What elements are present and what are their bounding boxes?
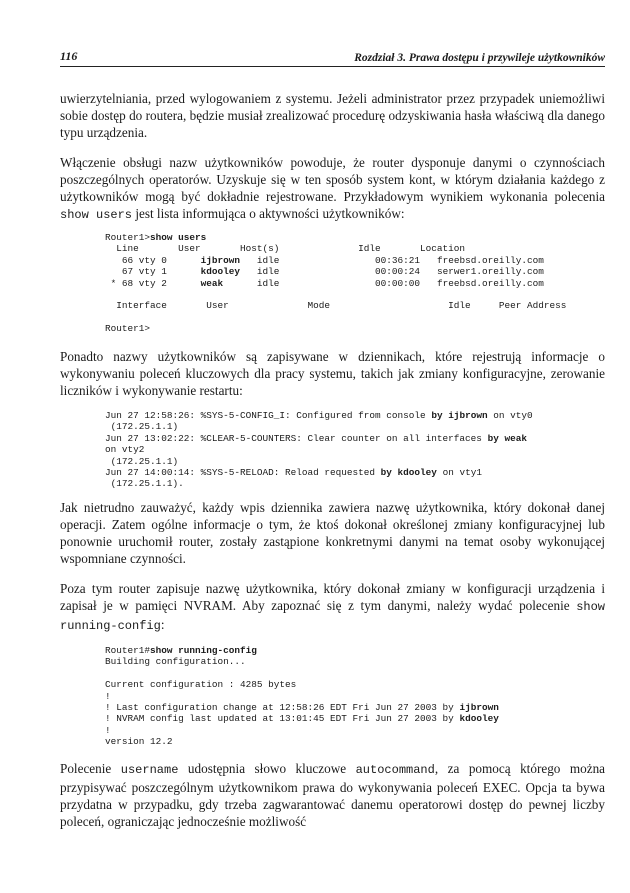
inline-command-username: username bbox=[120, 763, 179, 777]
page-header bbox=[60, 42, 605, 67]
code1-end-prompt: Router1> bbox=[105, 323, 151, 335]
paragraph-5 bbox=[60, 580, 605, 635]
code-log-pre bbox=[105, 410, 605, 490]
inline-command-show-users: show users bbox=[60, 208, 133, 222]
paragraph-5-text bbox=[60, 580, 605, 635]
log-user: by kdooley bbox=[380, 467, 437, 479]
inline-command-autocommand: autocommand bbox=[355, 763, 435, 777]
code1-row-user: ijbrown bbox=[200, 254, 241, 266]
config-line: ! bbox=[105, 690, 111, 702]
code1-row-post: idle 00:00:24 serwer1.oreilly.com bbox=[240, 266, 544, 278]
config-line: ! NVRAM config last updated at 13:01:45 EDT Fri Jun 27 2003 by bbox=[105, 713, 460, 725]
book-page bbox=[60, 42, 606, 829]
paragraph-2 bbox=[60, 154, 605, 224]
paragraph-2-text bbox=[60, 154, 605, 224]
paragraph-3-text: Ponadto nazwy użytkowników są zapisywane w dziennikach, które rejestrują informacje o wykonywaniu poleceń kluczowych dla pracy systemu, takich jak zmiany konfiguracyjne, zerowanie liczników i wykonywanie restartu: bbox=[60, 349, 605, 398]
log-line: Jun 27 13:02:22: %CLEAR-5-COUNTERS: Clear counter on all interfaces bbox=[105, 432, 488, 444]
paragraph-5-tail: : bbox=[160, 617, 165, 632]
paragraph-6-part: Polecenie bbox=[60, 761, 112, 776]
config-user: ijbrown bbox=[459, 702, 499, 714]
config-line: Current configuration : 4285 bytes bbox=[105, 679, 297, 691]
paragraph-4 bbox=[60, 499, 605, 567]
log-line-tail: on vty1 bbox=[436, 467, 482, 479]
code1-row-post: idle 00:36:21 freebsd.oreilly.com bbox=[240, 254, 544, 266]
page-number: 116 bbox=[60, 49, 78, 63]
config-line: ! Last configuration change at 12:58:26 EDT Fri Jun 27 2003 by bbox=[105, 702, 460, 714]
config-line: ! bbox=[105, 724, 111, 736]
config-line: Building configuration... bbox=[105, 656, 246, 668]
log-line: Jun 27 14:00:14: %SYS-5-RELOAD: Reload requested bbox=[105, 467, 381, 479]
log-line: on vty2 bbox=[105, 444, 145, 456]
log-line-tail: on vty0 bbox=[487, 410, 533, 421]
paragraph-6 bbox=[60, 760, 605, 830]
log-line: Jun 27 12:58:26: %SYS-5-CONFIG_I: Configured from console bbox=[105, 410, 432, 421]
log-user: by ijbrown bbox=[431, 410, 488, 421]
inline-command-show-running-config: show running-config bbox=[60, 600, 605, 633]
paragraph-1-text: uwierzytelniania, przed wylogowaniem z systemu. Jeżeli administrator przez przypadek uniemożliwi sobie dostęp do routera, będzie musiał zrealizować procedurę odzyskiwania hasła właściwą dla danego typu urządzenia. bbox=[60, 91, 605, 140]
log-line: (172.25.1.1) bbox=[105, 455, 179, 467]
code3-command: show running-config bbox=[150, 645, 257, 656]
code1-header-row: Line User Host(s) Idle Location bbox=[105, 243, 466, 255]
code1-prompt: Router1> bbox=[105, 232, 151, 243]
paragraph-3 bbox=[60, 348, 605, 399]
config-line: version 12.2 bbox=[105, 736, 173, 748]
paragraph-6-part: , za pomocą którego można przypisywać poszczególnym użytkownikom prawa do wykonywania poleceń EXEC. Opcja ta bywa przydatna w przypadku, gdy trzeba zagwarantować danemu operatorowi dostęp do pewnej liczby poleceń, ograniczając jednocześnie możliwość bbox=[60, 761, 606, 829]
config-user: kdooley bbox=[459, 713, 499, 725]
code1-command: show users bbox=[150, 232, 207, 243]
paragraph-5-body: Poza tym router zapisuje nazwę użytkownika, który dokonał zmiany w konfiguracji urządzenia i zapisał je w pamięci NVRAM. Aby zapoznać się z tym danymi, należy wydać polecenie bbox=[60, 581, 605, 613]
code1-row-pre: 67 vty 1 bbox=[105, 266, 201, 278]
code-show-users-pre bbox=[105, 232, 605, 335]
code-block-log bbox=[105, 410, 605, 490]
code1-row-pre: * 68 vty 2 bbox=[105, 277, 201, 289]
paragraph-6-text bbox=[60, 760, 605, 830]
code-running-config-pre bbox=[105, 645, 605, 748]
log-line: (172.25.1.1). bbox=[105, 478, 184, 490]
paragraph-2-tail: jest lista informująca o aktywności użytkowników: bbox=[135, 206, 405, 221]
paragraph-2-body: Włączenie obsługi nazw użytkowników powoduje, że router dysponuje danymi o czynnościach poszczególnych operatorów. Uzyskuje się w ten sposób system kont, w którym działania każdego z użytkowników mogą być dokładnie rejestrowane. Przykładowym wynikiem wykonania polecenia bbox=[60, 155, 605, 204]
paragraph-4-text: Jak nietrudno zauważyć, każdy wpis dziennika zawiera nazwę użytkownika, który dokonał danej operacji. Zatem ogólne informacje o tym, że ktoś dokonał określonej zmiany konfiguracyjnej lub ponownie uruchomił router, zostały zastąpione konkretnymi danymi na temat osoby wykonującej wspomniane czynności. bbox=[60, 500, 605, 566]
code1-interface-header: Interface User Mode Idle Peer Address bbox=[105, 300, 567, 312]
code3-prompt: Router1# bbox=[105, 645, 151, 656]
code1-row-pre: 66 vty 0 bbox=[105, 254, 201, 266]
code-block-show-users bbox=[105, 232, 605, 335]
paragraph-6-part: udostępnia słowo kluczowe bbox=[187, 761, 347, 776]
code1-row-post: idle 00:00:00 freebsd.oreilly.com bbox=[223, 277, 544, 289]
log-user: by weak bbox=[487, 432, 527, 444]
code1-row-user: kdooley bbox=[200, 266, 241, 278]
code-block-running-config bbox=[105, 645, 605, 748]
paragraph-1 bbox=[60, 90, 605, 141]
code1-row-user: weak bbox=[200, 277, 224, 289]
running-head: Rozdział 3. Prawa dostępu i przywileje użytkowników bbox=[354, 52, 605, 64]
log-line: (172.25.1.1) bbox=[105, 421, 179, 433]
